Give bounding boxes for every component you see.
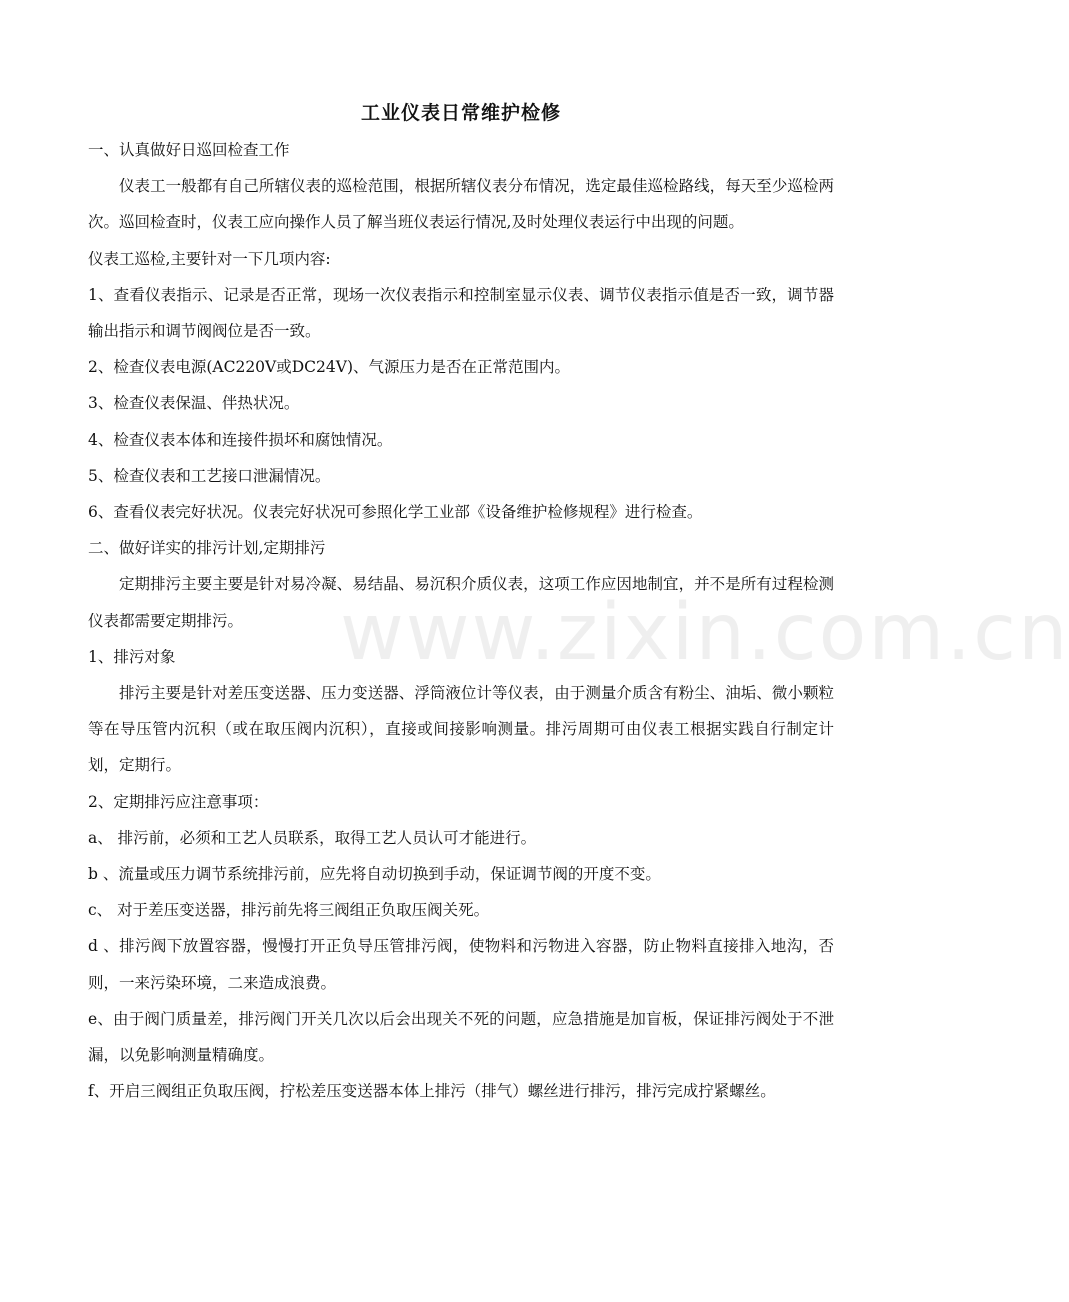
body-paragraph: 仪表工一般都有自己所辖仪表的巡检范围，根据所辖仪表分布情况，选定最佳巡检路线，每天至少巡检两次。巡回检查时，仪表工应向操作人员了解当班仪表运行情况,及时处理仪表运行中出现的问题。	[88, 177, 834, 232]
list-item: a、 排污前，必须和工艺人员联系，取得工艺人员认可才能进行。	[88, 828, 537, 847]
subsection-heading: 1、排污对象	[88, 647, 176, 666]
subsection-heading: 2、定期排污应注意事项：	[88, 792, 269, 811]
list-item: 1、查看仪表指示、记录是否正常，现场一次仪表指示和控制室显示仪表、调节仪表指示值是否一致，调节器输出指示和调节阀阀位是否一致。	[88, 285, 834, 341]
watermark-text: www.zixin.com.cn	[340, 588, 1069, 678]
list-item: d 、排污阀下放置容器，慢慢打开正负导压管排污阀，使物料和污物进入容器，防止物料直接排入地沟，否则，一来污染环境，二来造成浪费。	[88, 937, 834, 992]
list-item: 5、检查仪表和工艺接口泄漏情况。	[88, 466, 331, 485]
body-paragraph: 仪表工巡检,主要针对一下几项内容:	[88, 249, 331, 268]
list-item: 4、检查仪表本体和连接件损坏和腐蚀情况。	[88, 430, 393, 449]
body-paragraph: 排污主要是针对差压变送器、压力变送器、浮筒液位计等仪表，由于测量介质含有粉尘、油垢、微小颗粒等在导压管内沉积（或在取压阀内沉积），直接或间接影响测量。排污周期可由仪表工根据实践自行制定计划，定期行。	[88, 684, 834, 775]
list-item: 2、检查仪表电源(AC220V或DC24V)、气源压力是否在正常范围内。	[88, 358, 570, 377]
list-item: f、开启三阀组正负取压阀，拧松差压变送器本体上排污（排气）螺丝进行排污，排污完成拧紧螺丝。	[88, 1082, 776, 1101]
list-item: b 、流量或压力调节系统排污前，应先将自动切换到手动，保证调节阀的开度不变。	[88, 865, 661, 884]
list-item: c、 对于差压变送器，排污前先将三阀组正负取压阀关死。	[88, 901, 490, 920]
section-heading-2: 二、做好详实的排污计划,定期排污	[88, 539, 326, 558]
document-title: 工业仪表日常维护检修	[360, 102, 561, 124]
body-paragraph: 定期排污主要主要是针对易冷凝、易结晶、易沉积介质仪表，这项工作应因地制宜，并不是所有过程检测仪表都需要定期排污。	[88, 575, 834, 630]
document-page	[88, 96, 834, 1109]
list-item: 3、检查仪表保温、伴热状况。	[88, 394, 300, 413]
section-heading-1: 一、认真做好日巡回检查工作	[88, 141, 290, 159]
list-item: e、由于阀门质量差，排污阀门开关几次以后会出现关不死的问题，应急措施是加盲板，保证排污阀处于不泄漏，以免影响测量精确度。	[88, 1009, 834, 1065]
list-item: 6、查看仪表完好状况。仪表完好状况可参照化学工业部《设备维护检修规程》进行检查。	[88, 503, 703, 522]
